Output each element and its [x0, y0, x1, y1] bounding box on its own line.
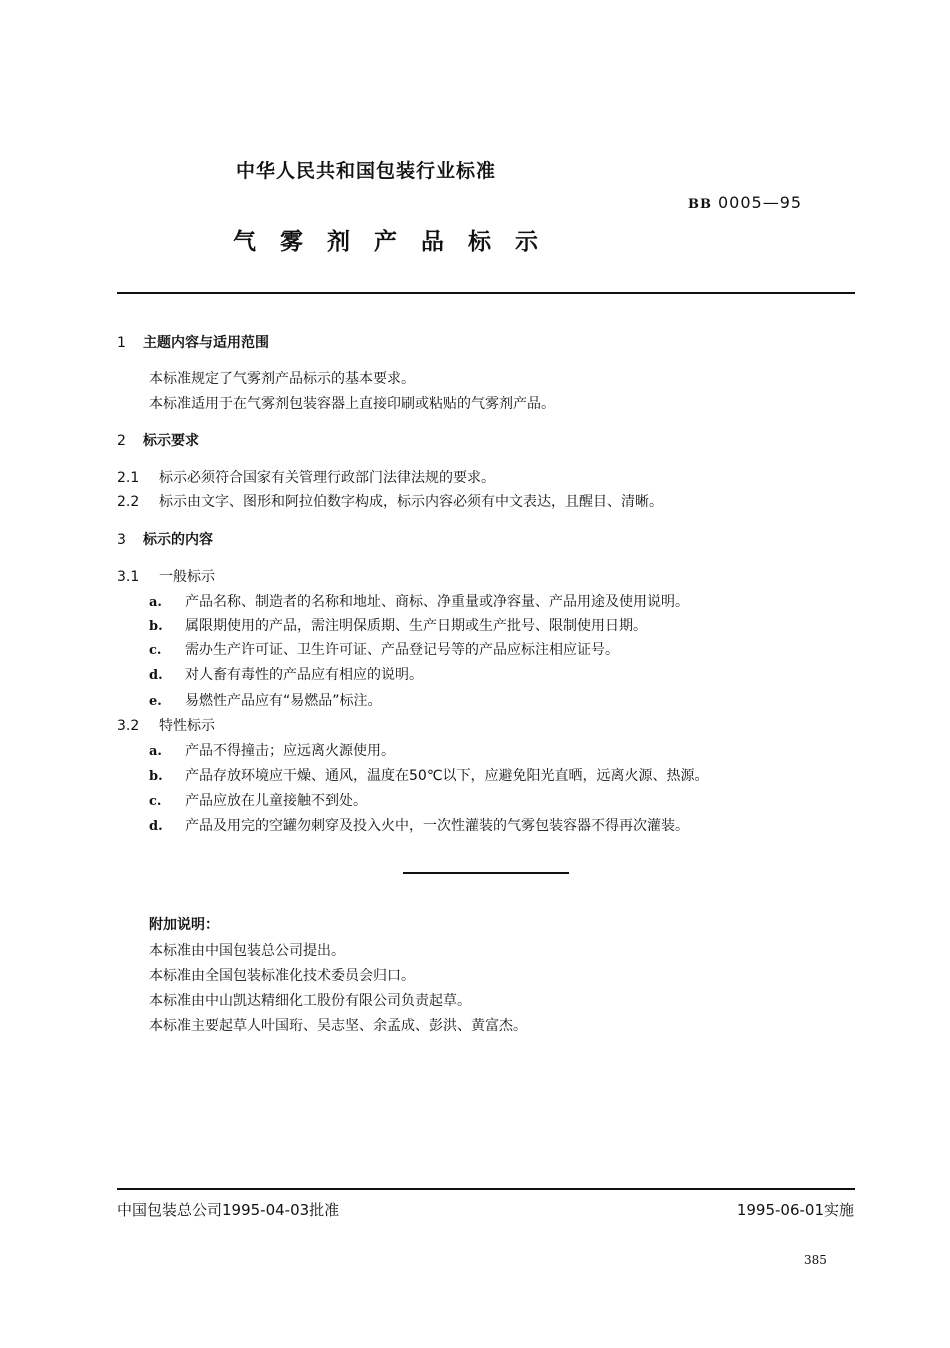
clause-2-1-text: 标示必须符合国家有关管理行政部门法律法规的要求。	[159, 470, 495, 486]
org-title: 中华人民共和国包装行业标准	[236, 160, 497, 182]
item-text: 对人畜有毒性的产品应有相应的说明。	[185, 667, 423, 683]
clause-2-2-number: 2.2	[117, 494, 140, 510]
item-marker: a.	[149, 744, 162, 759]
section-2-number: 2	[117, 433, 126, 449]
appendix-line: 本标准由全国包装标准化技术委员会归口。	[149, 968, 415, 984]
subsection-3-2-title: 特性标示	[159, 718, 215, 734]
header-divider	[117, 292, 855, 294]
subsection-3-2-heading	[117, 715, 215, 735]
clause-2-2-text: 标示由文字、图形和阿拉伯数字构成，标示内容必须有中文表达，且醒目、清晰。	[159, 494, 663, 510]
item-text: 需办生产许可证、卫生许可证、产品登记号等的产品应标注相应证号。	[185, 642, 619, 658]
clause-2-1	[117, 467, 495, 487]
list-item	[149, 815, 689, 835]
appendix-line: 本标准主要起草人叶国珩、吴志坚、余孟成、彭洪、黄富杰。	[149, 1018, 527, 1034]
appendix-line: 本标准由中国包装总公司提出。	[149, 943, 345, 959]
list-item	[149, 591, 689, 611]
standard-prefix: BB	[688, 197, 712, 212]
item-text: 产品存放环境应干燥、通风，温度在50℃以下，应避免阳光直晒，远离火源、热源。	[185, 768, 709, 784]
subsection-3-1-heading	[117, 566, 215, 586]
item-marker: c.	[149, 643, 162, 658]
item-text: 产品应放在儿童接触不到处。	[185, 793, 367, 809]
standard-code: 0005—95	[717, 193, 803, 212]
item-text: 产品及用完的空罐勿刺穿及投入火中，一次性灌装的气雾包装容器不得再次灌装。	[185, 818, 689, 834]
section-1-number: 1	[117, 335, 126, 351]
item-text: 产品名称、制造者的名称和地址、商标、净重量或净容量、产品用途及使用说明。	[185, 594, 689, 610]
subsection-3-1-number: 3.1	[117, 569, 140, 585]
footer-divider	[117, 1188, 855, 1190]
item-marker: d.	[149, 819, 163, 834]
clause-2-2	[117, 491, 663, 511]
list-item	[149, 664, 423, 684]
section-1-paragraph-1: 本标准规定了气雾剂产品标示的基本要求。	[149, 371, 415, 387]
page-number: 385	[804, 1253, 827, 1267]
implementation-date: 1995-06-01实施	[736, 1201, 854, 1219]
list-item	[149, 740, 395, 760]
approval-date: 中国包装总公司1995-04-03批准	[117, 1201, 340, 1219]
section-2-title: 标示要求	[143, 433, 199, 449]
item-marker: b.	[149, 769, 163, 784]
list-item	[149, 615, 647, 635]
appendix-line: 本标准由中山凯达精细化工股份有限公司负责起草。	[149, 993, 471, 1009]
section-3-heading	[117, 529, 213, 549]
item-marker: a.	[149, 595, 162, 610]
list-item	[149, 790, 367, 810]
document-title: 气雾剂产品标示	[233, 229, 562, 255]
item-text: 属限期使用的产品，需注明保质期、生产日期或生产批号、限制使用日期。	[185, 618, 647, 634]
section-1-paragraph-2: 本标准适用于在气雾剂包装容器上直接印刷或粘贴的气雾剂产品。	[149, 396, 555, 412]
section-3-number: 3	[117, 532, 126, 548]
item-marker: e.	[149, 694, 162, 709]
item-text: 易燃性产品应有“易燃品”标注。	[185, 693, 382, 709]
section-2-heading	[117, 430, 199, 450]
section-1-title: 主题内容与适用范围	[143, 335, 269, 351]
item-text: 产品不得撞击；应远离火源使用。	[185, 743, 395, 759]
list-item	[149, 765, 709, 785]
standard-number	[688, 193, 802, 212]
subsection-3-1-title: 一般标示	[159, 569, 215, 585]
item-marker: b.	[149, 619, 163, 634]
subsection-3-2-number: 3.2	[117, 718, 140, 734]
item-marker: c.	[149, 794, 162, 809]
item-marker: d.	[149, 668, 163, 683]
section-3-title: 标示的内容	[143, 532, 213, 548]
end-of-text-rule	[403, 872, 569, 874]
list-item	[149, 639, 619, 659]
appendix-title: 附加说明：	[149, 917, 219, 933]
list-item	[149, 690, 382, 710]
clause-2-1-number: 2.1	[117, 470, 140, 486]
section-1-heading	[117, 332, 269, 352]
